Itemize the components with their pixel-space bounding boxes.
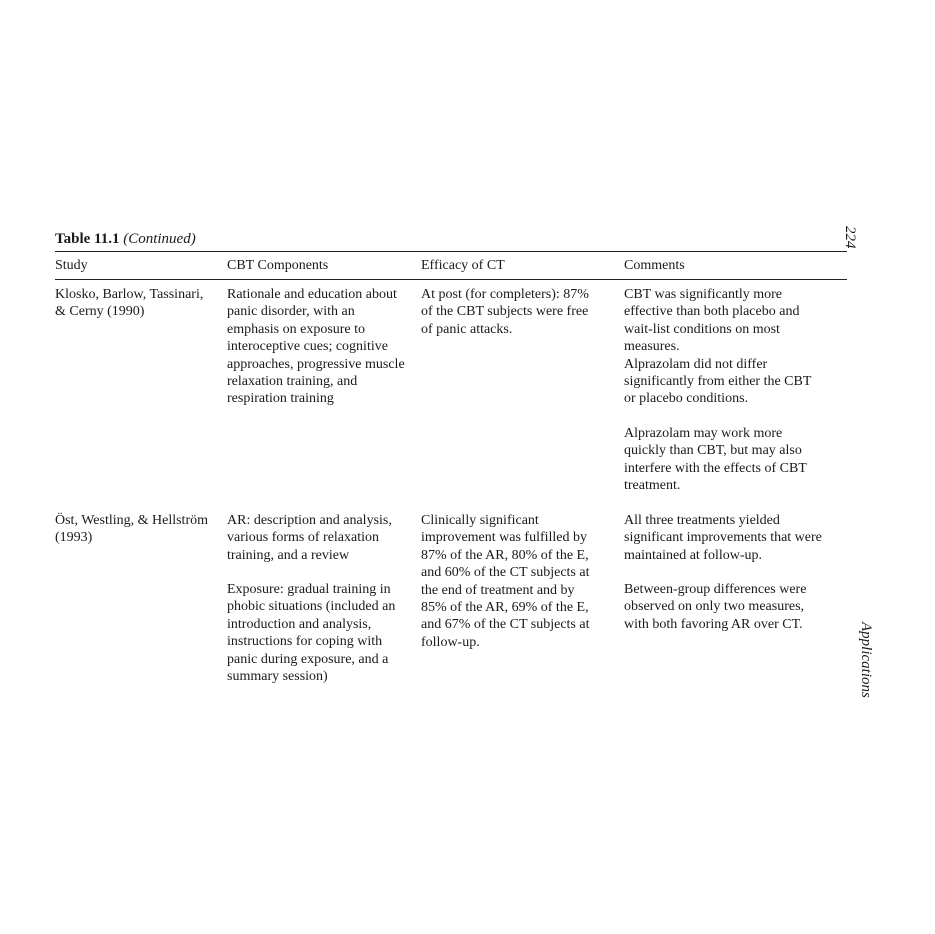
header-study: Study (55, 258, 88, 273)
row1-comments-1: CBT was significantly more effective than both placebo and wait-list conditions on most measures. Alprazolam did not differ significantly from either the CBT or placebo conditions. (624, 287, 812, 407)
row2-comments-1: All three treatments yielded significant improvements that were maintained at follow-up. (624, 513, 822, 563)
row2-comments-2: Between-group differences were observed on only two measures, with both favoring AR over CT. (624, 582, 807, 632)
header-comments: Comments (624, 258, 685, 273)
header-efficacy: Efficacy of CT (421, 258, 505, 273)
row1-components: Rationale and education about panic disorder, with an emphasis on exposure to interoceptive cues; cognitive approaches, progressive muscle relaxation training, and respiration training (227, 287, 405, 407)
row2-components-1: AR: description and analysis, various forms of relaxation training, and a review (227, 513, 392, 563)
table-continued-label: (Continued) (123, 231, 196, 247)
row2-efficacy: Clinically significant improvement was fulfilled by 87% of the AR, 80% of the E, and 60% of the CT subjects at the end of treatment and by 85% of the AR, 69% of the E, and 67% of the CT subjects at follow-up. (421, 513, 590, 650)
header-cbt-components: CBT Components (227, 258, 329, 273)
row1-efficacy: At post (for completers): 87% of the CBT subjects were free of panic attacks. (421, 287, 589, 337)
page-number: 224 (842, 226, 858, 249)
running-head: Applications (858, 622, 874, 698)
row1-study: Klosko, Barlow, Tassinari, & Cerny (1990) (55, 287, 204, 320)
row1-comments-2: Alprazolam may work more quickly than CBT, but may also interfere with the effects of CBT treatment. (624, 426, 807, 494)
row2-components-2: Exposure: gradual training in phobic situations (included an introduction and analysis, instructions for coping with panic during exposure, and a summary session) (227, 582, 396, 685)
table-number: Table 11.1 (55, 231, 120, 247)
header-bottom-rule (55, 279, 847, 280)
table-caption (55, 229, 196, 249)
row2-study: Öst, Westling, & Hellström (1993) (55, 513, 209, 546)
table-top-rule (55, 251, 847, 252)
